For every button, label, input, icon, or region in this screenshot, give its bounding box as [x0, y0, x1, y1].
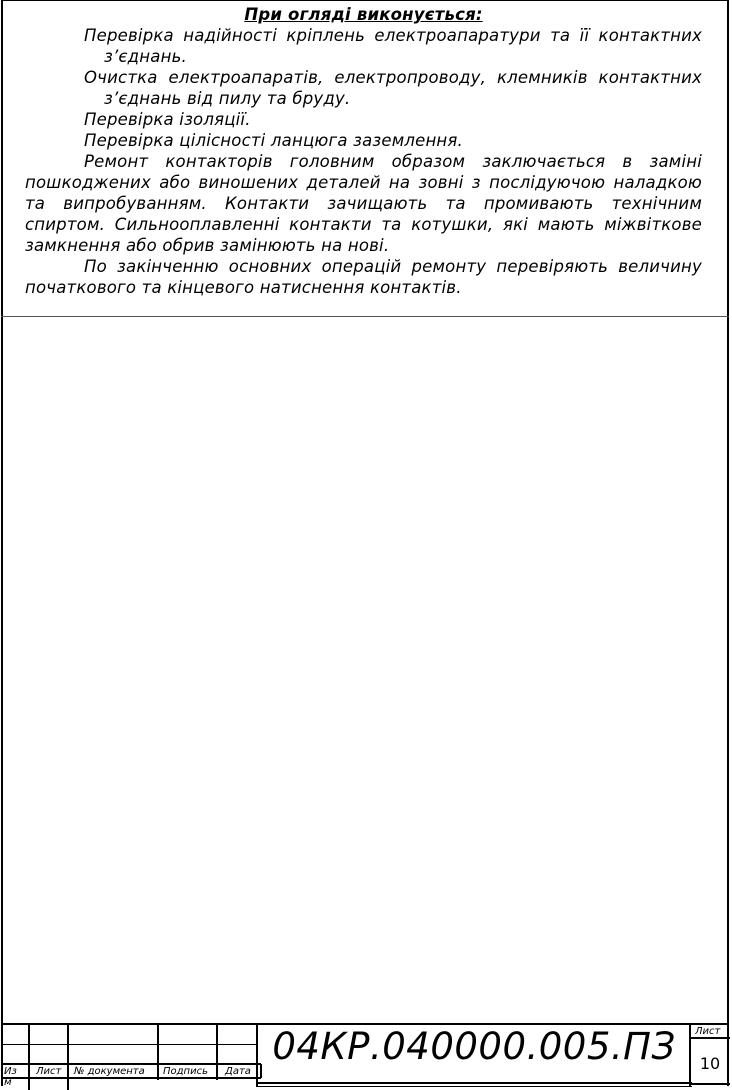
paragraph: Ремонт контакторів головним образом заключається в заміні пошкоджених або виношених деталей на зовні з послідуючою наладкою та випробуванням. Контакти зачищають та промивають технічним спиртом. Сильнооплавленні контакти та котушки, які мають міжвіткове замкнення або обрив замінюють на нові.	[25, 152, 702, 255]
col-label-izm: Из м	[4, 1066, 17, 1088]
paragraph: По закінченню основних операцій ремонту перевіряють величину початкового та кінцевого натиснення контактів.	[25, 257, 702, 297]
list-item: Очистка електроапаратів, електропроводу, клемників контактних з’єднань від пилу та бруду.	[84, 68, 702, 108]
section-heading: При огляді виконується:	[244, 5, 483, 24]
stamp-row-line	[1, 1044, 258, 1045]
stamp-bottom-line	[258, 1082, 692, 1084]
section-divider	[1, 316, 729, 317]
stamp-col-line	[28, 1024, 30, 1090]
list-item: Перевірка ізоляції.	[84, 110, 251, 129]
list-item: Перевірка надійності кріплень електроапаратури та її контактних з’єднань.	[84, 26, 702, 66]
col-label-list: Лист	[36, 1066, 62, 1077]
sheet-number: 10	[699, 1054, 721, 1073]
col-label-sign: Подпись	[163, 1066, 208, 1077]
col-label-doc: № документа	[74, 1066, 145, 1077]
stamp-row-line	[1, 1063, 261, 1065]
sheet-label: Лист	[695, 1026, 721, 1037]
list-item: Перевірка цілісності ланцюга заземлення.	[84, 131, 463, 150]
stamp-col-line	[157, 1024, 159, 1080]
document-body	[25, 4, 702, 298]
col-label-date: Дата	[225, 1066, 251, 1077]
sheet-cell-line	[690, 1083, 730, 1085]
stamp-col-line	[216, 1024, 218, 1080]
document-code: 04КР.040000.005.ПЗ	[272, 1025, 676, 1068]
stamp-col-line	[67, 1024, 69, 1090]
stamp-bottom-line	[258, 1086, 692, 1087]
